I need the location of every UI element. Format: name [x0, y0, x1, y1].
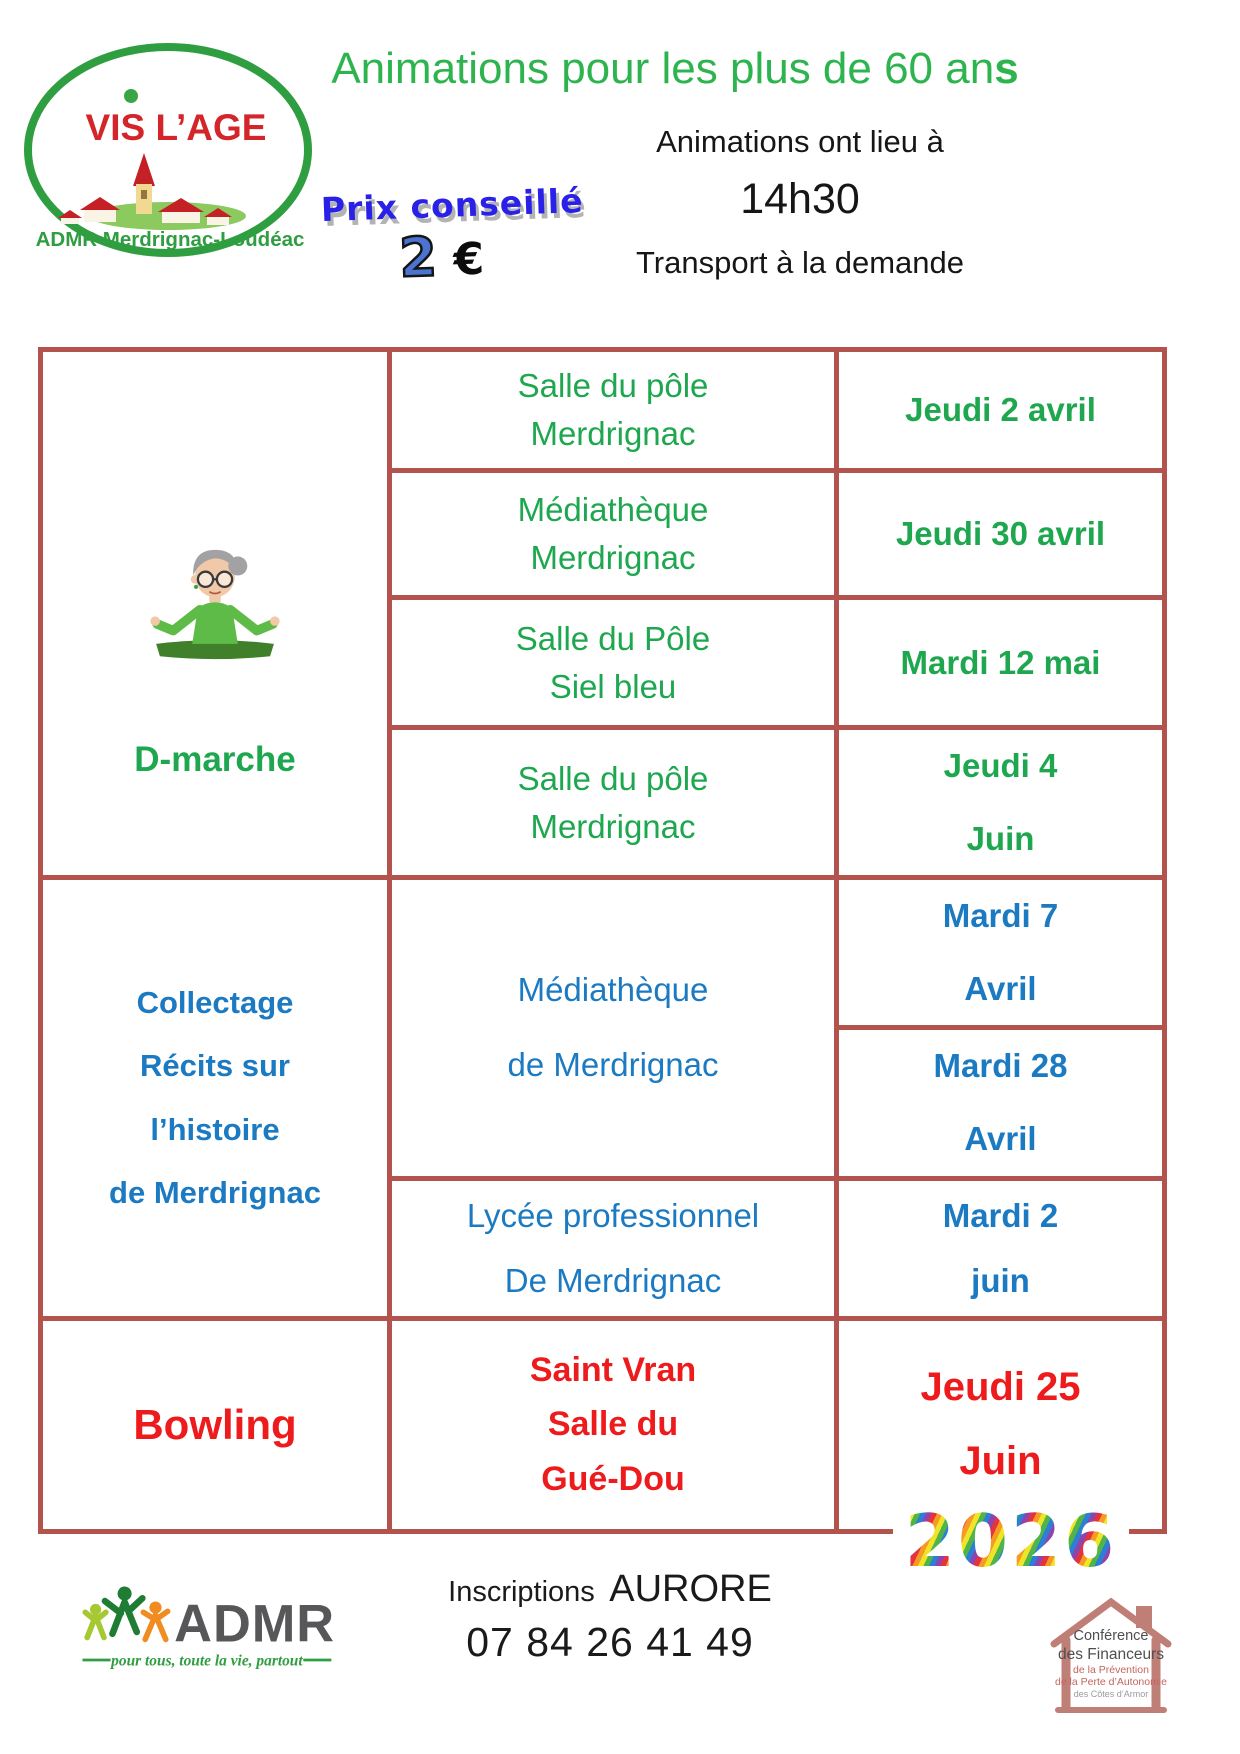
page-title-bold-suffix: s: [994, 44, 1019, 93]
activity-line: l’histoire: [150, 1111, 280, 1147]
date-line: Avril: [964, 1119, 1037, 1157]
location-line: Salle du pôle: [517, 367, 709, 405]
date-line: Juin: [959, 1438, 1042, 1483]
location-line: Médiathèque: [517, 970, 709, 1008]
logo-i-dot: [124, 89, 138, 103]
cell-date: [837, 1028, 1165, 1178]
activity-label-bowling: Bowling: [133, 1400, 297, 1448]
vis-lage-logo: [18, 40, 318, 260]
contact-name: AURORE: [609, 1568, 772, 1610]
price-value: [322, 221, 562, 292]
location-line: Saint Vran: [529, 1350, 697, 1389]
page-title: [295, 44, 1055, 94]
location-line: Salle du Pôle: [515, 619, 711, 657]
transport-info: Transport à la demande: [636, 245, 964, 280]
financeurs-house-logo: [1036, 1582, 1186, 1732]
cell-activity-bowling: [41, 1318, 390, 1531]
admr-logo: [75, 1583, 337, 1679]
location-line: Gué-Dou: [541, 1459, 685, 1498]
location-line: Siel bleu: [549, 667, 677, 705]
date-line: Juin: [966, 819, 1035, 857]
cell-date: [837, 350, 1165, 471]
admr-tagline: pour tous, toute la vie, partout: [111, 1652, 303, 1670]
cell-date: [837, 598, 1165, 728]
location-line: De Merdrignac: [504, 1262, 722, 1300]
schedule-time: 14h30: [740, 175, 860, 223]
date-line: Jeudi 2 avril: [905, 391, 1096, 428]
price-amount: 2: [398, 225, 439, 290]
location-line: Merdrignac: [530, 539, 696, 576]
date-line: Avril: [964, 969, 1037, 1007]
cell-date: [837, 728, 1165, 878]
page-title-main: Animations pour les plus de 60 an: [331, 44, 995, 93]
financeurs-line4: de la Perte d’Autonomie: [1054, 1676, 1168, 1688]
year-text: 2026: [904, 1499, 1118, 1583]
location-line: Lycée professionnel: [466, 1197, 760, 1235]
cell-location: [390, 1318, 837, 1531]
cell-location: [390, 728, 837, 878]
cell-activity-dmarche: [41, 350, 390, 878]
location-line: Salle du pôle: [517, 759, 709, 797]
activity-label-dmarche: D-marche: [134, 740, 296, 780]
inscriptions-line: [420, 1568, 800, 1611]
logo-org-text: ADMR Merdrignac-Loudéac: [35, 228, 305, 251]
schedule-info: [600, 123, 1000, 285]
admr-wordmark: ADMR: [174, 1595, 336, 1654]
meditating-person-illustration: [139, 543, 291, 665]
location-line: Merdrignac: [530, 415, 696, 452]
schedule-info-line1: Animations ont lieu à: [656, 124, 944, 159]
table-row: [41, 878, 1165, 1028]
date-line: Jeudi 4: [943, 747, 1058, 784]
financeurs-line5: des Côtes d’Armor: [1073, 1689, 1149, 1699]
date-line: Mardi 12 mai: [900, 643, 1101, 681]
date-line: Jeudi 25: [920, 1365, 1081, 1410]
cell-location: [390, 598, 837, 728]
financeurs-line1: Conférence: [1073, 1628, 1149, 1644]
cell-location: [390, 1178, 837, 1318]
financeurs-line3: de la Prévention: [1073, 1664, 1149, 1676]
cell-location: [390, 878, 837, 1178]
location-line: Médiathèque: [517, 491, 709, 529]
cell-activity-collectage: [41, 878, 390, 1318]
date-line: juin: [971, 1262, 1030, 1300]
price-label: Prix conseillé: [320, 181, 585, 230]
price-badge: [320, 181, 585, 292]
activity-line: Récits sur: [140, 1048, 290, 1084]
date-line: Mardi 2: [942, 1197, 1059, 1235]
cell-date: [837, 1178, 1165, 1318]
date-line: Mardi 28: [933, 1047, 1068, 1085]
financeurs-line2: des Financeurs: [1058, 1646, 1164, 1663]
cell-location: [390, 471, 837, 598]
euro-sign: €: [452, 233, 486, 286]
activity-line: Collectage: [136, 984, 294, 1020]
year-2026-image: [893, 1498, 1129, 1584]
activity-line: de Merdrignac: [109, 1175, 321, 1211]
location-line: Salle du: [547, 1405, 679, 1444]
date-line: Jeudi 30 avril: [895, 515, 1106, 552]
admr-people-icon: [85, 1587, 167, 1640]
cell-date: [837, 878, 1165, 1028]
inscriptions-label: Inscriptions: [448, 1576, 595, 1608]
logo-title-text: VIS L’AGE: [85, 107, 267, 148]
schedule-table: [38, 347, 1167, 1534]
cell-date: [837, 471, 1165, 598]
date-line: Mardi 7: [942, 897, 1059, 935]
location-line: Merdrignac: [530, 807, 696, 845]
location-line: de Merdrignac: [507, 1045, 719, 1083]
table-row: [41, 350, 1165, 471]
inscriptions-block: [420, 1568, 800, 1666]
cell-location: [390, 350, 837, 471]
phone-number: 07 84 26 41 49: [466, 1619, 754, 1665]
